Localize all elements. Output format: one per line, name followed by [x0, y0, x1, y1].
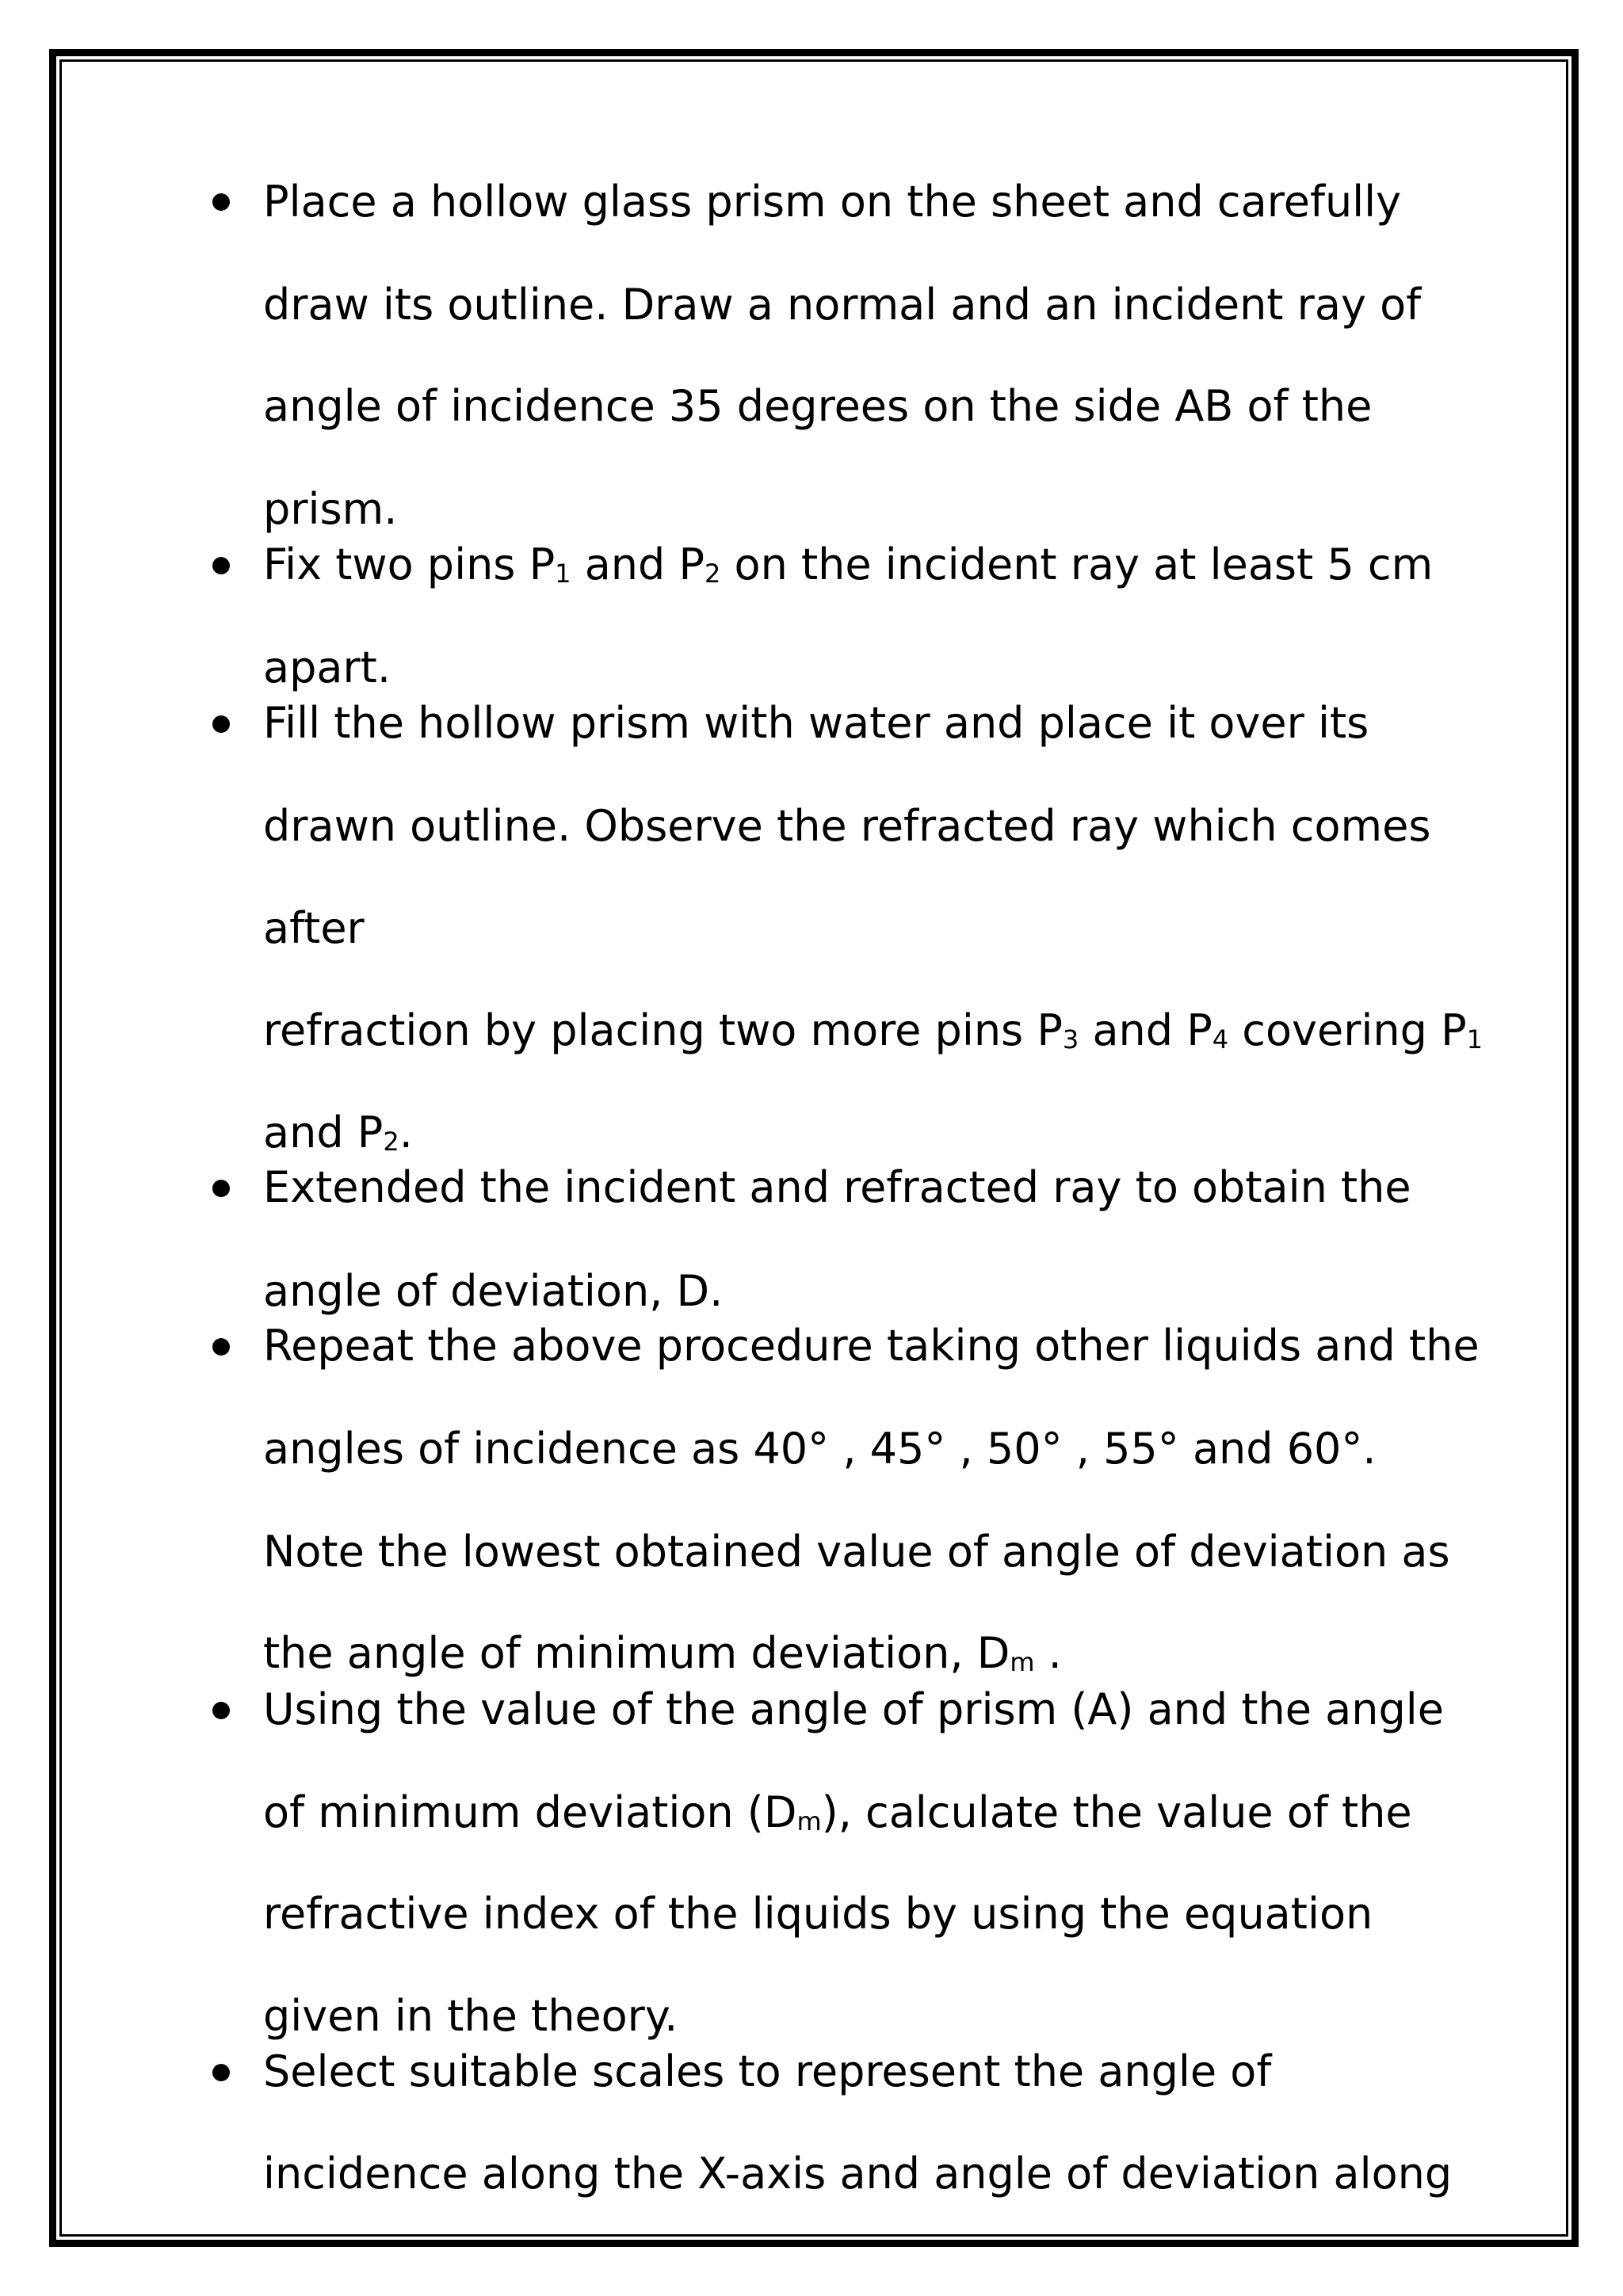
procedure-step-3-line-4: refraction by placing two more pins $P_3$ and $P_4$ covering $P_1$ [263, 1005, 1484, 1055]
bullet-marker [212, 715, 230, 733]
procedure-step-7-line-1: Select suitable scales to represent the angle of [263, 2046, 1272, 2096]
bullet-marker [212, 193, 230, 211]
procedure-step-3-line-3: after [263, 903, 365, 953]
procedure-step-5-line-3: Note the lowest obtained value of angle of deviation as [263, 1527, 1450, 1577]
bullet-marker [212, 1702, 230, 1719]
procedure-step-2-line-2: apart. [263, 643, 391, 692]
procedure-step-5-line-1: Repeat the above procedure taking other liquids and the [263, 1321, 1480, 1371]
bullet-marker [212, 1180, 230, 1197]
procedure-step-1-line-1: Place a hollow glass prism on the sheet and carefully [263, 177, 1402, 227]
procedure-step-5-line-4: the angle of minimum deviation, $D_m$ . [263, 1628, 1062, 1678]
procedure-step-1-line-2: draw its outline. Draw a normal and an incident ray of [263, 280, 1422, 330]
procedure-step-3-line-5: and $P_2$. [263, 1108, 413, 1158]
procedure-step-3-line-1: Fill the hollow prism with water and place it over its [263, 698, 1369, 748]
procedure-step-1-line-3: angle of incidence 35 degrees on the side AB of the [263, 381, 1373, 431]
procedure-step-4-line-1: Extended the incident and refracted ray to obtain the [263, 1162, 1411, 1212]
bullet-marker [212, 1338, 230, 1356]
procedure-step-6-line-4: given in the theory. [263, 1991, 678, 2041]
procedure-step-6-line-2: of minimum deviation $(D_m)$, calculate the value of the [263, 1787, 1412, 1837]
procedure-step-1-line-4: prism. [263, 484, 398, 534]
procedure-step-2-line-1: Fix two pins $P_1$ and $P_2$ on the incident ray at least 5 cm [263, 540, 1434, 589]
bullet-marker [212, 2064, 230, 2081]
procedure-step-5-line-2: angles of incidence as 40° , 45° , 50° , 55° and 60°. [263, 1424, 1377, 1474]
procedure-step-4-line-2: angle of deviation, D. [263, 1266, 724, 1316]
procedure-step-6-line-3: refractive index of the liquids by using the equation [263, 1889, 1373, 1939]
bullet-marker [212, 557, 230, 574]
procedure-step-6-line-1: Using the value of the angle of prism (A) and the angle [263, 1684, 1444, 1734]
procedure-step-7-line-2: incidence along the X-axis and angle of deviation along [263, 2149, 1453, 2199]
procedure-step-3-line-2: drawn outline. Observe the refracted ray which comes [263, 801, 1431, 851]
